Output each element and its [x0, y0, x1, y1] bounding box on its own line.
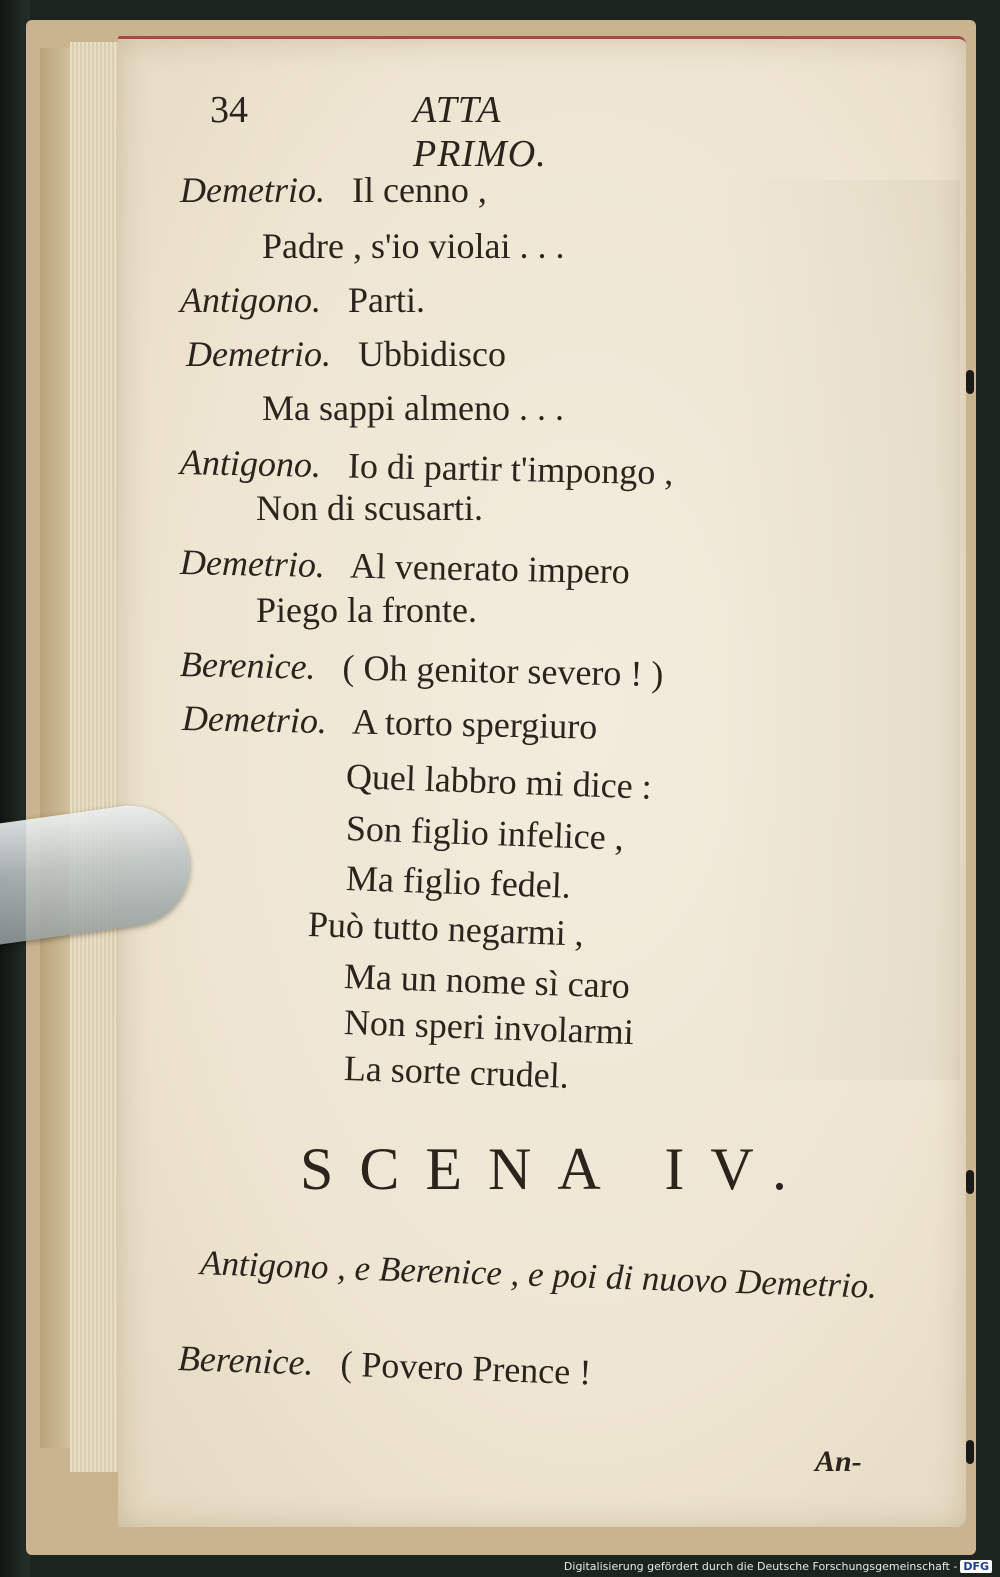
line-text: Ma sappi almeno . . .	[262, 388, 564, 428]
speaker-name: Antigono.	[179, 442, 322, 485]
line-text: Ubbidisco	[357, 334, 506, 374]
catchword: An-	[815, 1445, 862, 1478]
dialogue-line	[256, 490, 483, 526]
speaker-name: Demetrio.	[181, 698, 328, 742]
aria-line: Ma figlio fedel.	[345, 858, 572, 906]
line-text: Io di partir t'impongo ,	[347, 445, 674, 493]
dialogue-line	[179, 644, 664, 695]
page-tab-marker	[966, 1440, 974, 1464]
aria-line: Ma un nome sì caro	[343, 956, 631, 1006]
page-number: 34	[210, 89, 248, 131]
bleed-through-shade	[720, 180, 960, 1080]
speaker-name: Berenice.	[179, 644, 316, 687]
speaker-name: Demetrio.	[186, 334, 331, 374]
dialogue-line	[180, 282, 425, 318]
dialogue-line	[182, 700, 598, 745]
line-text: Il cenno ,	[351, 170, 487, 210]
aria-line: Può tutto negarmi ,	[307, 904, 585, 954]
speaker-name: Demetrio.	[180, 170, 325, 210]
line-text: Al venerato impero	[349, 545, 631, 592]
dialogue-line	[262, 390, 564, 426]
scene-cast-list: Antigono , e Berenice , e poi di nuovo Demetrio.	[199, 1243, 878, 1306]
running-title: ATTA PRIMO.	[413, 89, 547, 175]
dialogue-line	[186, 336, 506, 372]
line-text: A torto spergiuro	[351, 701, 598, 747]
aria-line: Son figlio infelice ,	[345, 808, 625, 858]
line-text: ( Povero Prence !	[339, 1343, 592, 1393]
dialogue-line	[262, 228, 564, 264]
aria-line: La sorte crudel.	[343, 1048, 570, 1096]
speaker-name: Berenice.	[177, 1338, 315, 1383]
line-text: Non di scusarti.	[256, 488, 483, 528]
line-text: Padre , s'io violai . . .	[262, 226, 565, 266]
speaker-name: Demetrio.	[179, 542, 326, 586]
scene-heading: SCENA IV.	[300, 1136, 813, 1202]
page-tab-marker	[966, 1170, 974, 1194]
line-text: Piego la fronte.	[256, 590, 477, 630]
dialogue-line	[180, 172, 487, 208]
line-text: ( Oh genitor severo ! )	[342, 647, 664, 695]
dialogue-line	[179, 442, 674, 493]
aria-line: Quel labbro mi dice :	[345, 756, 653, 807]
line-text: Parti.	[348, 280, 425, 320]
digitization-credit	[564, 1560, 992, 1573]
credit-text: Digitalisierung gefördert durch die Deutsche Forschungsgemeinschaft -	[563, 1560, 958, 1573]
dfg-logo: DFG	[960, 1560, 992, 1573]
page-tab-marker	[966, 370, 974, 394]
dialogue-line	[179, 542, 631, 592]
aria-line: Non speri involarmi	[343, 1002, 635, 1053]
dialogue-line	[256, 592, 477, 628]
speaker-name: Antigono.	[180, 280, 321, 320]
